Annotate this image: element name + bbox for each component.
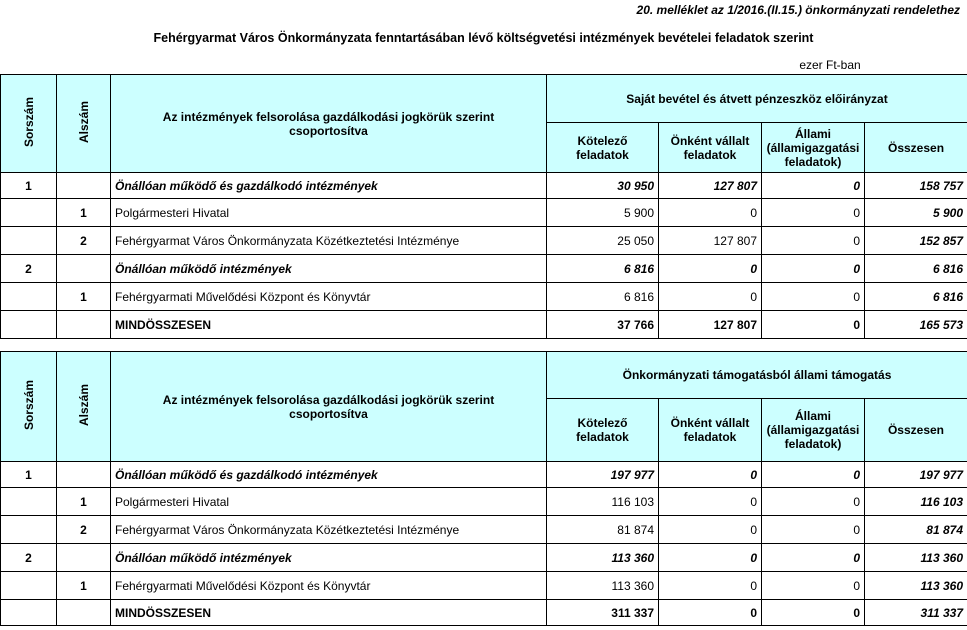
- table-cell: 1: [1, 462, 57, 488]
- table-cell: Fehérgyarmati Művelődési Központ és Könyvtár: [111, 283, 547, 311]
- table-cell: [1, 600, 57, 626]
- table-cell: 113 360: [865, 544, 967, 572]
- table-cell: 30 950: [547, 173, 659, 199]
- table-row: [1, 488, 967, 516]
- table-cell: MINDÖSSZESEN: [111, 600, 547, 626]
- table-cell: 0: [762, 311, 865, 339]
- table-cell: [1, 572, 57, 600]
- table-row-total: [1, 311, 967, 339]
- group-header-state-support: Önkormányzati támogatásból állami támogatás: [547, 352, 967, 399]
- table-cell: Önállóan működő és gazdálkodó intézmények: [111, 462, 547, 488]
- table-cell: 5 900: [865, 199, 967, 227]
- col-header-osszesen: Összesen: [865, 399, 967, 462]
- table-cell: 311 337: [865, 600, 967, 626]
- group-header-own-revenue: Saját bevétel és átvett pénzeszköz előirányzat: [547, 75, 967, 123]
- table-cell: Fehérgyarmati Művelődési Központ és Könyvtár: [111, 572, 547, 600]
- table-row: [1, 462, 967, 488]
- table-cell: 6 816: [547, 283, 659, 311]
- table-cell: 0: [659, 255, 762, 283]
- table-cell: [1, 199, 57, 227]
- table-cell: 0: [659, 488, 762, 516]
- table-cell: 0: [762, 516, 865, 544]
- table-cell: 165 573: [865, 311, 967, 339]
- table-cell: Önállóan működő intézmények: [111, 255, 547, 283]
- table-cell: 2: [1, 255, 57, 283]
- col-header-alszam: [57, 352, 111, 462]
- table-cell: 113 360: [865, 572, 967, 600]
- table-cell: [57, 173, 111, 199]
- document-title: Fehérgyarmat Város Önkormányzata fenntartásában lévő költségvetési intézmények bevételei feladatok szerint: [153, 31, 814, 45]
- table-cell: 113 360: [547, 572, 659, 600]
- table-cell: 0: [659, 572, 762, 600]
- table-cell: 2: [1, 544, 57, 572]
- table-cell: 1: [57, 488, 111, 516]
- table-cell: 1: [1, 173, 57, 199]
- col-header-onkent: Önként vállalt feladatok: [659, 399, 762, 462]
- table-cell: Polgármesteri Hivatal: [111, 199, 547, 227]
- table-cell: Önállóan működő intézmények: [111, 544, 547, 572]
- table-row-total: [1, 600, 967, 626]
- table-cell: 0: [659, 462, 762, 488]
- table-cell: 0: [762, 255, 865, 283]
- income-table-own-revenue: [0, 74, 967, 339]
- income-table-state-support: [0, 351, 967, 626]
- table-cell: 6 816: [865, 255, 967, 283]
- table-cell: [1, 488, 57, 516]
- table-cell: 127 807: [659, 227, 762, 255]
- table-cell: [1, 516, 57, 544]
- table-cell: 0: [762, 283, 865, 311]
- table-cell: 0: [659, 600, 762, 626]
- table-cell: 25 050: [547, 227, 659, 255]
- table-cell: 0: [659, 516, 762, 544]
- table-cell: [1, 283, 57, 311]
- table-cell: 6 816: [547, 255, 659, 283]
- table-cell: 197 977: [547, 462, 659, 488]
- table-cell: Fehérgyarmat Város Önkormányzata Közétkeztetési Intézménye: [111, 227, 547, 255]
- table-cell: 116 103: [865, 488, 967, 516]
- table-cell: 0: [762, 572, 865, 600]
- col-header-onkent: Önként vállalt feladatok: [659, 123, 762, 173]
- table-cell: [57, 544, 111, 572]
- table-cell: 0: [659, 544, 762, 572]
- table-cell: 311 337: [547, 600, 659, 626]
- table-cell: 1: [57, 572, 111, 600]
- table-cell: Polgármesteri Hivatal: [111, 488, 547, 516]
- table-cell: 5 900: [547, 199, 659, 227]
- table-cell: 152 857: [865, 227, 967, 255]
- table-row: [1, 173, 967, 199]
- table-cell: [1, 227, 57, 255]
- col-header-alszam: [57, 75, 111, 173]
- table-cell: 127 807: [659, 173, 762, 199]
- table-cell: 158 757: [865, 173, 967, 199]
- table-cell: Önállóan működő és gazdálkodó intézmények: [111, 173, 547, 199]
- table-row: [1, 516, 967, 544]
- table-cell: 1: [57, 199, 111, 227]
- table-row: [1, 255, 967, 283]
- table-cell: 0: [762, 488, 865, 516]
- table-cell: 81 874: [865, 516, 967, 544]
- table-cell: 197 977: [865, 462, 967, 488]
- col-header-institution-name: Az intézmények felsorolása gazdálkodási jogkörük szerint csoportosítva: [111, 352, 547, 462]
- table-cell: 2: [57, 516, 111, 544]
- table-cell: 0: [762, 173, 865, 199]
- table-cell: 116 103: [547, 488, 659, 516]
- vertical-header-label: Alszám: [76, 383, 91, 427]
- col-header-kotelezo: Kötelező feladatok: [547, 399, 659, 462]
- table-cell: 81 874: [547, 516, 659, 544]
- vertical-header-label: Alszám: [76, 100, 91, 144]
- col-header-allami: Állami (államigazgatási feladatok): [762, 399, 865, 462]
- table-cell: 0: [659, 199, 762, 227]
- table-cell: [1, 311, 57, 339]
- vertical-header-label: Sorszám: [21, 96, 36, 148]
- col-header-osszesen: Összesen: [865, 123, 967, 173]
- col-header-allami: Állami (államigazgatási feladatok): [762, 123, 865, 173]
- col-header-kotelezo: Kötelező feladatok: [547, 123, 659, 173]
- unit-label: ezer Ft-ban: [799, 58, 861, 72]
- table-cell: 37 766: [547, 311, 659, 339]
- table-cell: 0: [762, 544, 865, 572]
- table-cell: 1: [57, 283, 111, 311]
- col-header-institution-name: Az intézmények felsorolása gazdálkodási jogkörük szerint csoportosítva: [111, 75, 547, 173]
- table-cell: 6 816: [865, 283, 967, 311]
- table-cell: [57, 600, 111, 626]
- col-header-sorszam: [1, 352, 57, 462]
- col-header-sorszam: [1, 75, 57, 173]
- table-cell: 0: [659, 283, 762, 311]
- table-row: [1, 199, 967, 227]
- table-cell: [57, 311, 111, 339]
- table-row: [1, 283, 967, 311]
- table-cell: [57, 462, 111, 488]
- table-cell: Fehérgyarmat Város Önkormányzata Közétkeztetési Intézménye: [111, 516, 547, 544]
- table-cell: [57, 255, 111, 283]
- table-cell: MINDÖSSZESEN: [111, 311, 547, 339]
- table-cell: 0: [762, 199, 865, 227]
- annex-note: 20. melléklet az 1/2016.(II.15.) önkormányzati rendelethez: [636, 3, 960, 17]
- table-row: [1, 544, 967, 572]
- table-cell: 0: [762, 462, 865, 488]
- table-row: [1, 227, 967, 255]
- table-cell: 0: [762, 227, 865, 255]
- vertical-header-label: Sorszám: [21, 379, 36, 431]
- table-cell: 0: [762, 600, 865, 626]
- table-cell: 2: [57, 227, 111, 255]
- table-cell: 127 807: [659, 311, 762, 339]
- table-cell: 113 360: [547, 544, 659, 572]
- table-row: [1, 572, 967, 600]
